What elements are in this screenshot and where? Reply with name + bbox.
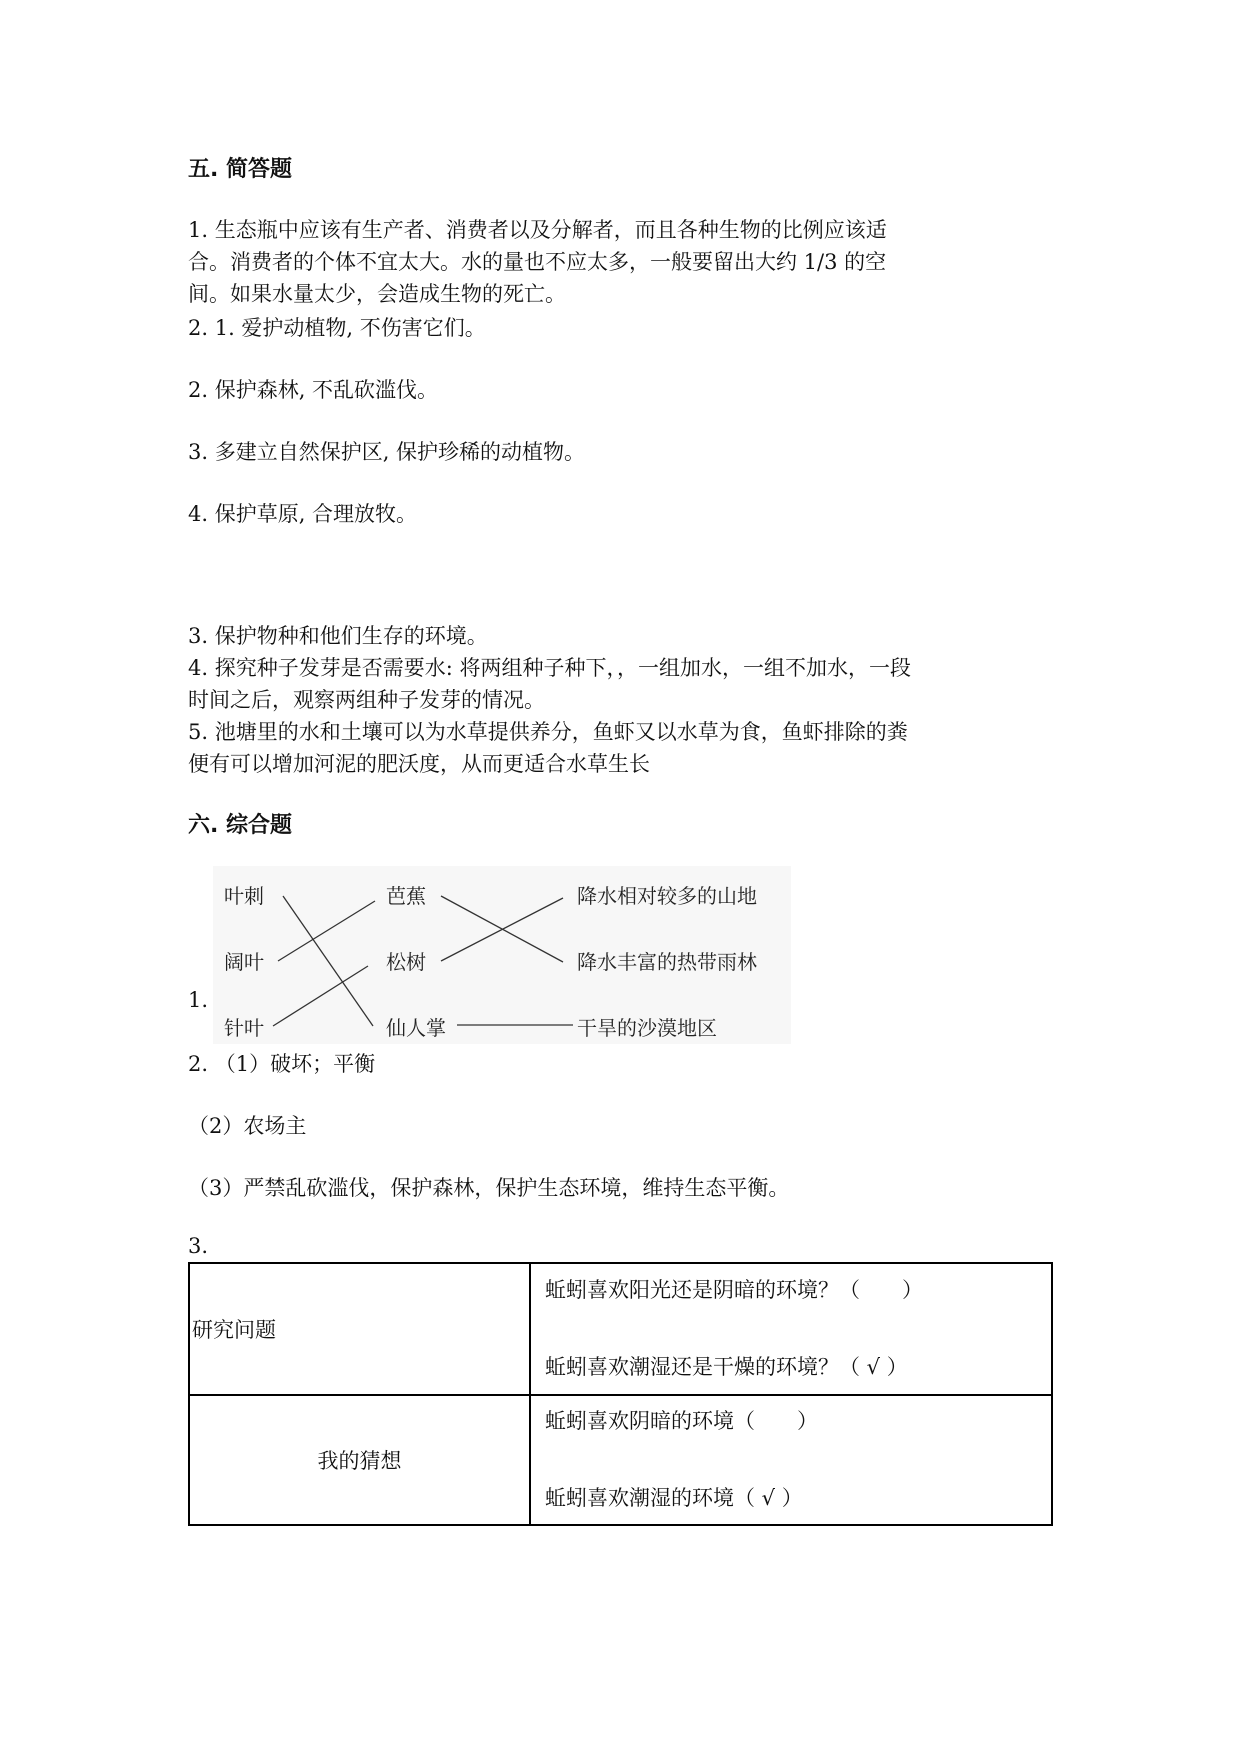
diagram-left-label: 叶刺 <box>224 884 264 908</box>
text-line: 合。消费者的个体不宜太大。水的量也不应太多，一般要留出大约 1/3 的空 <box>188 250 887 274</box>
question-1-number: 1. <box>188 988 209 1012</box>
diagram-middle-label: 松树 <box>386 950 426 974</box>
table-row <box>189 1263 1052 1395</box>
research-table <box>188 1262 1053 1526</box>
table-item: 蚯蚓喜欢阳光还是阴暗的环境？（ ） <box>545 1278 923 1302</box>
row-content <box>530 1395 1052 1525</box>
question-2-line: （3）严禁乱砍滥伐，保护森林，保护生态环境，维持生态平衡。 <box>188 1176 790 1200</box>
matching-diagram <box>213 866 791 1044</box>
question-2-line: 2. （1）破坏；平衡 <box>188 1052 376 1076</box>
text-line: 2. 保护森林, 不乱砍滥伐。 <box>188 378 439 402</box>
diagram-right-label: 降水相对较多的山地 <box>577 884 757 908</box>
match-line <box>273 966 368 1026</box>
diagram-middle-label: 芭蕉 <box>386 884 426 908</box>
section-6-title: 六. 综合题 <box>188 813 293 838</box>
row-label: 研究问题 <box>189 1263 530 1395</box>
diagram-right-label: 干旱的沙漠地区 <box>577 1016 717 1040</box>
spacer <box>531 1440 1051 1480</box>
spacer <box>531 1309 1051 1349</box>
diagram-left-label: 阔叶 <box>224 950 264 974</box>
text-line: 间。如果水量太少，会造成生物的死亡。 <box>188 282 566 306</box>
diagram-right-label: 降水丰富的热带雨林 <box>577 950 757 974</box>
section-5-title: 五. 简答题 <box>188 157 293 182</box>
table-item: 蚯蚓喜欢潮湿还是干燥的环境？（ √ ） <box>545 1355 908 1379</box>
text-line: 2. 1. 爱护动植物, 不伤害它们。 <box>188 316 486 340</box>
text-line: 3. 多建立自然保护区, 保护珍稀的动植物。 <box>188 440 586 464</box>
match-line <box>283 896 373 1026</box>
question-3-number: 3. <box>188 1234 209 1258</box>
diagram-left-label: 针叶 <box>224 1016 264 1040</box>
text-line: 5. 池塘里的水和土壤可以为水草提供养分，鱼虾又以水草为食，鱼虾排除的粪 <box>188 720 908 744</box>
text-line: 4. 保护草原, 合理放牧。 <box>188 502 418 526</box>
text-line: 便有可以增加河泥的肥沃度，从而更适合水草生长 <box>188 752 650 776</box>
table-item: 蚯蚓喜欢阴暗的环境（ ） <box>545 1409 818 1433</box>
row-label: 我的猜想 <box>189 1395 530 1525</box>
text-line: 时间之后，观察两组种子发芽的情况。 <box>188 688 545 712</box>
diagram-middle-label: 仙人掌 <box>386 1016 446 1040</box>
table-item: 蚯蚓喜欢潮湿的环境（ √ ） <box>545 1486 803 1510</box>
text-line: 3. 保护物种和他们生存的环境。 <box>188 624 488 648</box>
table-row <box>189 1395 1052 1525</box>
text-line: 4. 探究种子发芽是否需要水: 将两组种子种下，，一组加水，一组不加水，一段 <box>188 656 911 680</box>
text-line: 1. 生态瓶中应该有生产者、消费者以及分解者，而且各种生物的比例应该适 <box>188 218 887 242</box>
row-content <box>530 1263 1052 1395</box>
question-2-line: （2）农场主 <box>188 1114 307 1138</box>
